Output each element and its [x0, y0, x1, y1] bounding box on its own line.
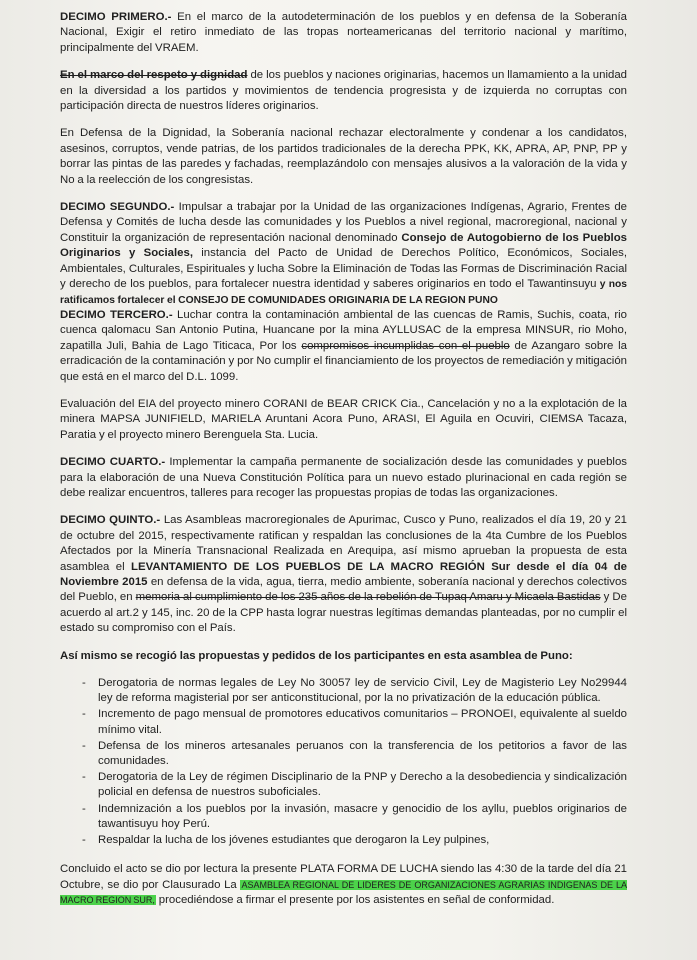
heading-decimo-quinto: DECIMO QUINTO.- [60, 514, 161, 527]
list-item: - Indemnización a los pueblos por la invasión, masacre y genocidio de los ayllu, pueblos originarios de tawantisuyu hoy Perú. [82, 802, 627, 832]
paragraph-decimo-tercero [60, 308, 627, 385]
heading-decimo-segundo: DECIMO SEGUNDO.- [60, 201, 175, 214]
paragraph-unidad [60, 68, 627, 114]
paragraph-decimo-segundo [60, 200, 627, 308]
struck-phrase: memoria al cumplimiento de los 235 años de la rebelión de Tupaq Amaru y Micaela Bastidas [135, 591, 601, 604]
list-item: - Derogatoria de la Ley de régimen Disciplinario de la PNP y Derecho a la desobediencia y sindicalización policial en defensa de nuestros suboficiales. [82, 770, 627, 800]
paragraph-propuestas-heading [60, 649, 627, 664]
paragraph-text: Luchar contra la contaminación ambiental de las cuencas de Ramis, Suchis, coata, rio cuenca qalomacu San Antonio Putina, Huancane por la mina AYLLUSAC de la empresa MINSUR, rio Moho, zapatilla Juli, Bahia de Lago Titicaca, Por los [60, 308, 627, 352]
paragraph-dignidad [60, 126, 627, 188]
bold-phrase: LEVANTAMIENTO DE LOS PUEBLOS DE LA MACRO REGIÓN Sur desde el día 04 de Noviembre 2015 [60, 560, 627, 588]
paragraph-text: En el marco de la autodeterminación de los pueblos y en defensa de la Soberanía Nacional, Exigir el retiro inmediato de las tropas norteamericanas del territorio nacional y marítimo, principalmente del VRAEM. [60, 11, 627, 54]
struck-phrase: compromisos incumplidas con el pueblo [301, 339, 510, 352]
paragraph-text: procediéndose a firmar el presente por los asistentes en señal de conformidad. [155, 894, 555, 907]
list-item: - Derogatoria de normas legales de Ley No 30057 ley de servicio Civil, Ley de Magisterio Ley No29944 ley de reforma magisterial por ser anticonstitucional, por la no privatización de la educación pública. [82, 676, 627, 706]
demands-list [60, 676, 627, 848]
paragraph-text: Evaluación del EIA del proyecto minero CORANI de BEAR CRICK Cia., Cancelación y no a la explotación de la minera MAPSA JUNIFIELD, MARIELA Aruntani Acora Puno, ARASI, El Aguila en Ocuviri, CIEMSA Tacaza, Paratia y el proyecto minero Berenguela Sta. Lucia. [60, 397, 627, 441]
paragraph-decimo-primero [60, 10, 627, 56]
heading-decimo-tercero: DECIMO TERCERO.- [60, 308, 173, 321]
paragraph-text: Concluido el acto se dio por lectura la presente PLATA FORMA DE LUCHA siendo las 4:30 de la tarde del día 21 Octubre, se dio por Clausurado La [60, 863, 627, 891]
paragraph-text: instancia del Pacto de Unidad de Derechos Político, Económicos, Sociales, Ambientales, Culturales, Espirituales y lucha Sobre la Eliminación de Todas las Formas de Discriminación Racial y derecho de los pueblos, para fortalecer nuestra identidad y saberes originarios en todo el Tawantinsuyu [60, 247, 628, 291]
bold-heading: Así mismo se recogió las propuestas y pedidos de los participantes en esta asamblea de Puno: [60, 649, 573, 662]
heading-decimo-primero: DECIMO PRIMERO.- [60, 11, 172, 23]
paragraph-decimo-cuarto [60, 455, 627, 501]
paragraph-text: de Azangaro sobre la erradicación de la contaminación y por No cumplir el financiamiento de los proyectos de remediación y mitigación que está en el marco del D.L. 1099. [60, 339, 627, 383]
struck-phrase: En el marco del respeto y dignidad [60, 69, 248, 82]
paragraph-text: En Defensa de la Dignidad, la Soberanía nacional rechazar electoralmente y condenar a los candidatos, asesinos, corruptos, vende patrias, de los partidos tradicionales de la derecha PPK, KK, APRA, AP, PNP, PP y borrar las pintas de las paredes y fachadas, reemplazándolo con mensajes alusivos a la valoración de la vida y No a la reelección de los congresistas. [60, 127, 627, 186]
list-item: - Incremento de pago mensual de promotores educativos comunitarios – PRONOEI, equivalente al sueldo mínimo vital. [82, 707, 627, 737]
small-bold-phrase: y nos ratificamos fortalecer el CONSEJO DE COMUNIDADES ORIGINARIA DE LA REGION PUNO [60, 279, 627, 306]
paragraph-text: en defensa de la vida, agua, tierra, medio ambiente, soberanía nacional y derechos colectivos del Pueblo, en [60, 576, 628, 604]
paragraph-text: Impulsar a trabajar por la Unidad de las organizaciones Indígenas, Agrario, Frentes de Defensa y Comités de lucha desde las comunidades y los Pueblos a nivel regional, macroregional, nacional y Constituir la organización de representación nacional denominado [60, 201, 628, 244]
heading-decimo-cuarto: DECIMO CUARTO.- [60, 456, 166, 469]
paragraph-text: de los pueblos y naciones originarias, hacemos un llamamiento a la unidad en la diversidad a los partidos y movimientos de tendencia progresista y de izquierda no corruptas con participación directa de nuestros líderes originarios. [60, 69, 628, 113]
list-item: - Defensa de los mineros artesanales peruanos con la transferencia de los petitorios a favor de las comunidades. [82, 739, 627, 769]
list-item: - Respaldar la lucha de los jóvenes estudiantes que derogaron la Ley pulpines, [82, 833, 627, 848]
paragraph-text: Implementar la campaña permanente de socialización desde las comunidades y pueblos para la elaboración de una Nueva Constitución Política para un nuevo estado plurinacional en cada región se debe realizar encuentros, talleres para recoger las propuestas propias de todas las organizaciones. [60, 456, 627, 499]
paragraph-text: y De acuerdo al art.2 y 145, inc. 20 de la CPP hasta lograr nuestras legítimas demandas planteadas, por no cumplir el estado su compromiso con el País. [60, 591, 627, 635]
paragraph-text: Las Asambleas macroregionales de Apurimac, Cusco y Puno, realizados el día 19, 20 y 21 de octubre del 2015, respectivamente ratifican y respaldan las conclusiones de la 4ta Cumbre de los Pueblos Afectados por la Minería Transnacional Realizada en Arequipa, así mismo aprueban la propuesta de esta asamblea el [60, 514, 627, 573]
paragraph-decimo-quinto [60, 513, 627, 636]
highlighted-phrase: ASAMBLEA REGIONAL DE LIDERES DE ORGANIZACIONES AGRARIAS INDIGENAS DE LA MACRO REGION SUR, [60, 879, 627, 906]
bold-phrase: Consejo de Autogobierno de los Pueblos Originarios y Sociales, [60, 231, 627, 260]
paragraph-conclusion [60, 862, 627, 908]
paragraph-evaluacion [60, 397, 627, 443]
